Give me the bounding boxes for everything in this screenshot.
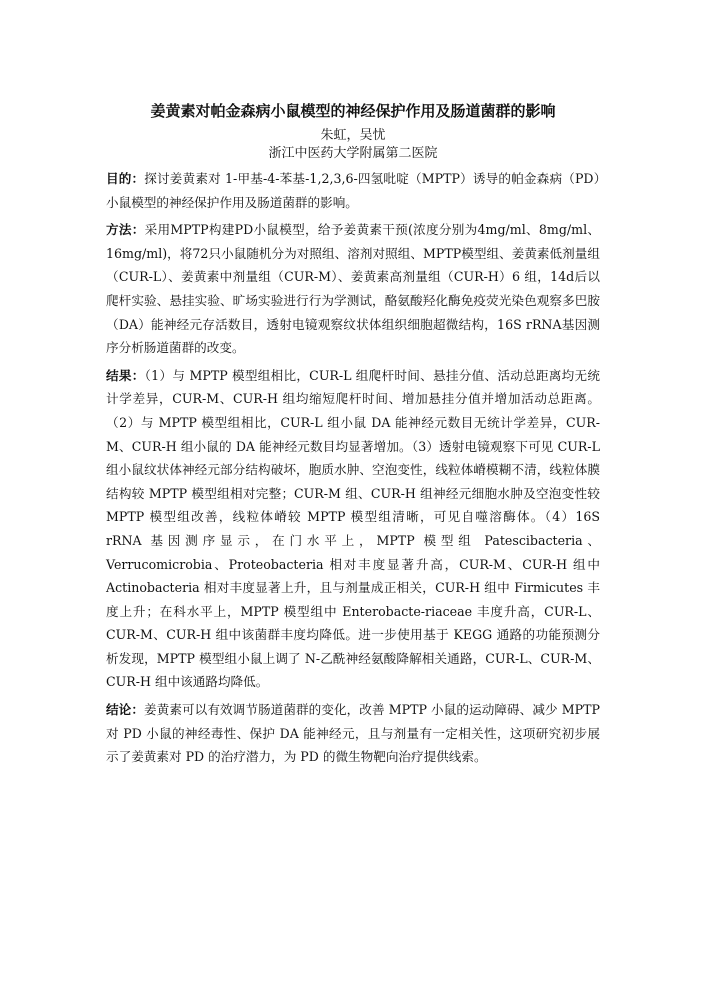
paper-title: 姜黄素对帕金森病小鼠模型的神经保护作用及肠道菌群的影响 bbox=[150, 102, 556, 120]
methods-label: 方法： bbox=[106, 222, 145, 238]
results-text: （1）与 MPTP 模型组相比，CUR-L 组爬杆时间、悬挂分值、活动总距离均无统计学差异，CUR-M、CUR-H 组均缩短爬杆时间、增加悬挂分值并增加活动总距离。（2）与 MPTP 模型组相比，CUR-L 组小鼠 DA 能神经元数目无统计学差异，CUR-M、CUR-H 组小鼠的 DA 能神经元数目均显著增加。（3）透射电镜观察下可见 CUR-L 组小鼠纹状体神经元部分结构破坏，胞质水肿、空泡变性，线粒体嵴模糊不清，线粒体膜结构较 MPTP 模型组相对完整；CUR-M 组、CUR-H 组神经元细胞水肿及空泡变性较 MPTP 模型组改善，线粒体嵴较 MPTP 模型组清晰，可见自噬溶酶体。（4）16S rRNA 基因测序显示，在门水平上，MPTP 模型组 Patescibacteria、Verrucomicrobia、Proteobacteria 相对丰度显著升高，CUR-M、CUR-H 组中 Actinobacteria 相对丰度显著上升，且与剂量成正相关，CUR-H 组中 Firmicutes 丰度上升；在科水平上，MPTP 模型组中 Enterobacte-riaceae 丰度升高，CUR-L、CUR-M、CUR-H 组中该菌群丰度均降低。进一步使用基于 KEGG 通路的功能预测分析发现，MPTP 模型组小鼠上调了 N-乙酰神经氨酸降解相关通路，CUR-L、CUR-M、CUR-H 组中该通路均降低。 bbox=[106, 367, 600, 690]
methods-section bbox=[106, 218, 600, 360]
results-section bbox=[106, 364, 600, 694]
conclusion-text: 姜黄素可以有效调节肠道菌群的变化，改善 MPTP 小鼠的运动障碍、减少 MPTP 对 PD 小鼠的神经毒性、保护 DA 能神经元，且与剂量有一定相关性，这项研究初步展示了姜黄素对 PD 的治疗潜力，为 PD 的微生物靶向治疗提供线索。 bbox=[106, 702, 600, 765]
results-label: 结果： bbox=[106, 367, 145, 383]
affiliation: 浙江中医药大学附属第二医院 bbox=[268, 146, 438, 161]
objective-section bbox=[106, 167, 600, 214]
objective-text: 探讨姜黄素对 1-甲基-4-苯基-1,2,3,6-四氢吡啶（MPTP）诱导的帕金森病（PD）小鼠模型的神经保护作用及肠道菌群的影响。 bbox=[106, 171, 600, 210]
conclusion-section bbox=[106, 698, 600, 769]
objective-label: 目的： bbox=[106, 171, 145, 186]
methods-text: 采用MPTP构建PD小鼠模型，给予姜黄素干预(浓度分别为4mg/ml、8mg/ml、16mg/ml)，将72只小鼠随机分为对照组、溶剂对照组、MPTP模型组、姜黄素低剂量组（CUR-L）、姜黄素中剂量组（CUR-M）、姜黄素高剂量组（CUR-H）6 组，14d后以爬杆实验、悬挂实验、旷场实验进行行为学测试，酪氨酸羟化酶免疫荧光染色观察多巴胺（DA）能神经元存活数目，透射电镜观察纹状体组织细胞超微结构，16S rRNA基因测序分析肠道菌群的改变。 bbox=[106, 222, 601, 356]
conclusion-label: 结论： bbox=[106, 702, 144, 718]
abstract-page bbox=[106, 100, 600, 769]
author-list: 朱虹，吴忧 bbox=[320, 128, 386, 143]
